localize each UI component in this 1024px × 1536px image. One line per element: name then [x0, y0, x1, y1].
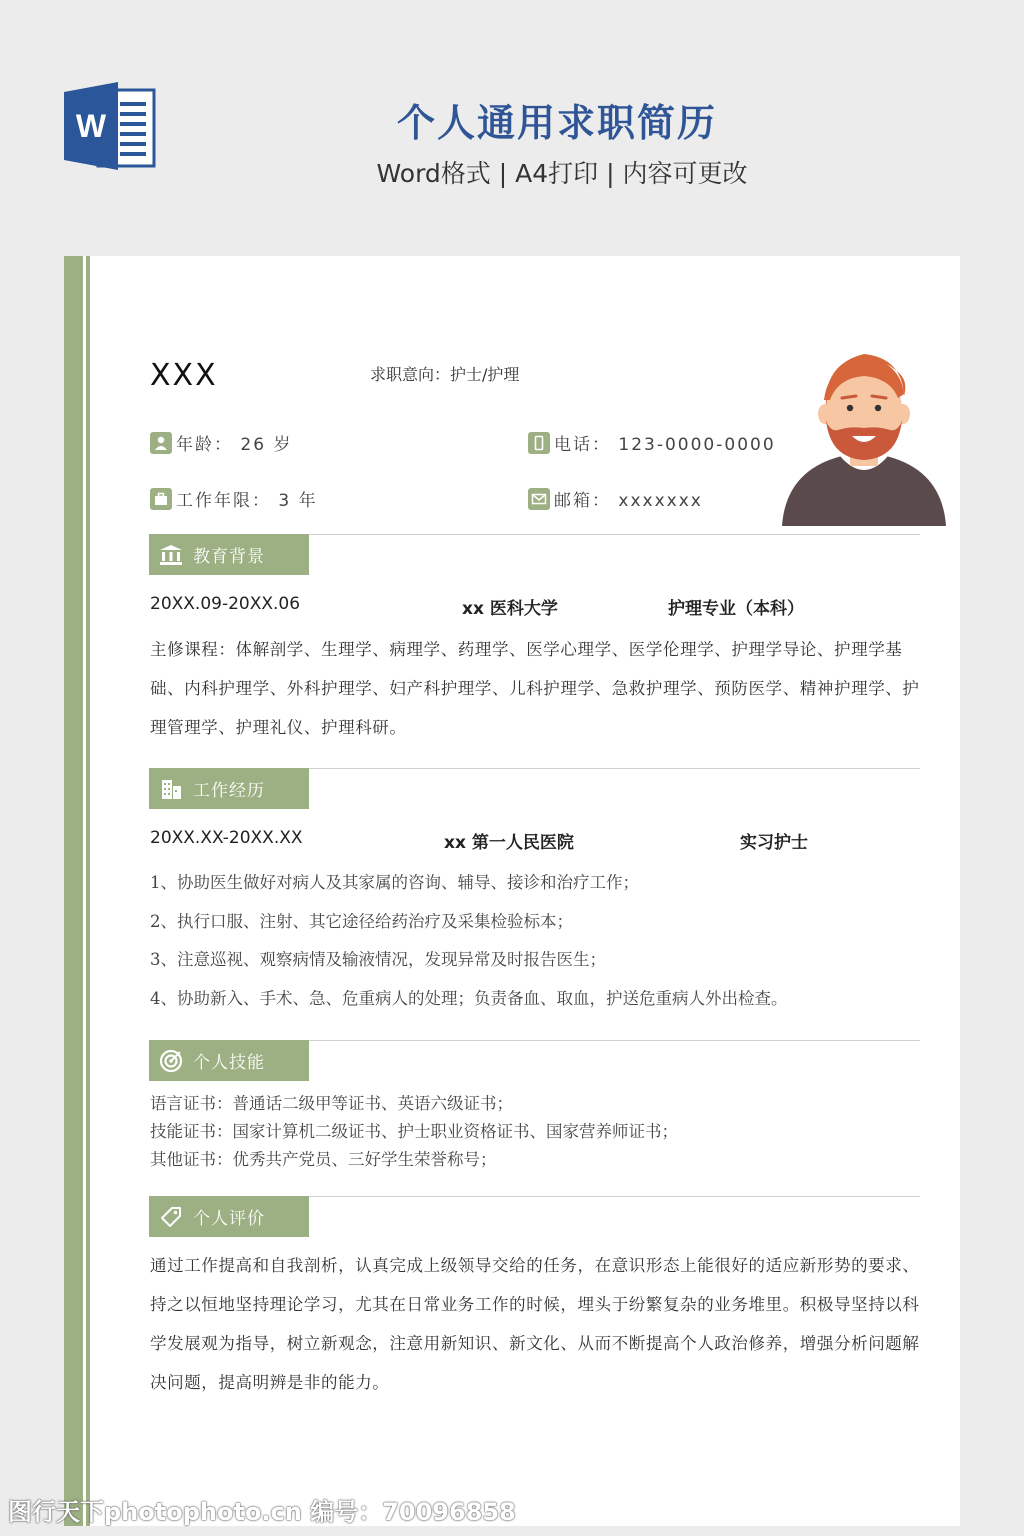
section-tag-work	[149, 768, 309, 809]
resume-page	[64, 256, 960, 1526]
work-period: 20XX.XX-20XX.XX	[150, 828, 303, 848]
evaluation-text: 通过工作提高和自我剖析，认真完成上级领导交给的任务，在意识形态上能很好的适应新形势的要求、持之以恒地坚持理论学习，尤其在日常业务工作的时候，埋头于纷繁复杂的业务堆里。积极导坚持以科学发展观为指导，树立新观念，注意用新知识、新文化、从而不断提高个人政治修养，增强分析问题解决问题，提高明辨是非的能力。	[150, 1256, 920, 1392]
work-duties	[150, 864, 922, 1018]
list-item: 语言证书：普通话二级甲等证书、英语六级证书；	[150, 1094, 513, 1113]
education-period: 20XX.09-20XX.06	[150, 594, 301, 614]
phone-icon	[528, 432, 550, 454]
list-item: 2、执行口服、注射、其它途径给药治疗及采集检验标本；	[150, 911, 573, 931]
accent-bar-thin	[86, 256, 90, 1526]
section-title: 工作经历	[193, 781, 265, 801]
accent-bar	[64, 256, 83, 1526]
price-tag-icon	[157, 1203, 185, 1231]
phone-text: 电话： 123-0000-0000	[554, 435, 776, 455]
job-intent: 求职意向：护士/护理	[370, 365, 520, 384]
list-item: 其他证书：优秀共产党员、三好学生荣誉称号；	[150, 1150, 497, 1169]
years-text: 工作年限： 3 年	[176, 491, 318, 511]
person-icon	[150, 432, 172, 454]
section-title: 教育背景	[193, 547, 265, 567]
list-item: 1、协助医生做好对病人及其家属的咨询、辅导、接诊和治疗工作；	[150, 873, 639, 892]
target-icon	[157, 1047, 185, 1075]
watermark: 图行天下photophoto.cn 编号：70096858	[8, 1498, 516, 1526]
email-row	[528, 486, 703, 511]
education-major: 护理专业（本科）	[668, 599, 804, 619]
education-courses: 主修课程：体解剖学、生理学、病理学、药理学、医学心理学、医学伦理学、护理学导论、护理学基础、内科护理学、外科护理学、妇产科护理学、儿科护理学、急救护理学、预防医学、精神护理学、护理管理学、护理礼仪、护理科研。	[150, 640, 920, 737]
years-row	[150, 486, 318, 511]
section-tag-evaluation	[149, 1196, 309, 1237]
list-item: 4、协助新入、手术、急、危重病人的处理；负责备血、取血，护送危重病人外出检查。	[150, 988, 788, 1008]
page-title: 个人通用求职简历	[396, 101, 717, 145]
email-text: 邮箱： xxxxxxx	[554, 491, 703, 511]
briefcase-icon	[150, 488, 172, 510]
work-role: 实习护士	[740, 833, 808, 853]
education-school: xx 医科大学	[462, 599, 558, 619]
mail-icon	[528, 488, 550, 510]
avatar	[780, 344, 948, 526]
age-text: 年龄： 26 岁	[176, 435, 293, 455]
candidate-name: XXX	[150, 358, 218, 393]
section-tag-education	[149, 534, 309, 575]
building-icon	[157, 775, 185, 803]
section-title: 个人技能	[193, 1053, 265, 1073]
page-subtitle: Word格式 | A4打印 | 内容可更改	[376, 159, 748, 188]
list-item: 3、注意巡视、观察病情及输液情况，发现异常及时报告医生；	[150, 950, 606, 969]
phone-row	[528, 430, 776, 455]
work-org: xx 第一人民医院	[444, 833, 574, 853]
svg-text:W: W	[75, 108, 107, 144]
bank-icon	[157, 541, 185, 569]
section-title: 个人评价	[193, 1209, 265, 1229]
age-row	[150, 430, 292, 455]
skills-list	[150, 1090, 678, 1174]
list-item: 技能证书：国家计算机二级证书、护士职业资格证书、国家营养师证书；	[150, 1122, 678, 1141]
section-tag-skills	[149, 1040, 309, 1081]
